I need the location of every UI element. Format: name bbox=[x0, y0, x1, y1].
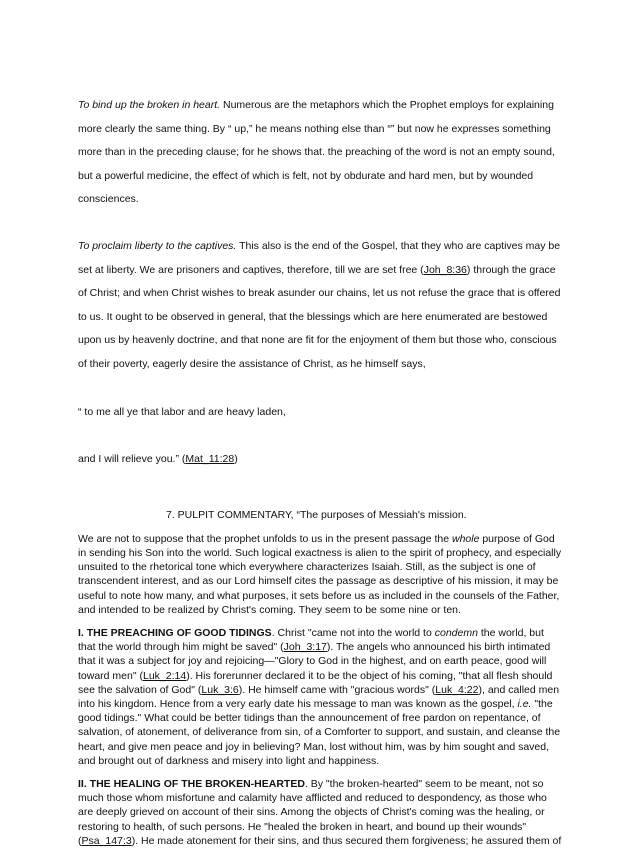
paragraph-intro bbox=[78, 532, 564, 617]
subheading: II. THE HEALING OF THE BROKEN-HEARTED bbox=[78, 777, 305, 790]
paragraph-text: . Christ "came not into the world to bbox=[271, 626, 435, 639]
scripture-link-luk-4-22[interactable]: Luk_4:22 bbox=[435, 683, 479, 696]
emphasis-word: i.e. bbox=[517, 697, 532, 710]
paragraph-text: ) through the grace of Christ; and when Christ wishes to break asunder our chains, let us not refuse the grace that is offered to us. It ought to be observed in general, that the blessings which are here enumerated are bestowed upon us by heavenly doctrine, and that none are fit for the enjoyment of them but those who, conscious of their poverty, eagerly desire the assistance of Christ, as he himself says, bbox=[78, 263, 561, 370]
emphasis-word: condemn bbox=[434, 626, 478, 639]
paragraph-text: ), and called men into his kingdom. Hence from a very early date his message to man was known as the gospel, bbox=[78, 683, 560, 710]
quote-text: and I will relieve you.” ( bbox=[78, 453, 186, 466]
scripture-link-joh-8-36[interactable]: Joh_8:36 bbox=[423, 263, 467, 276]
paragraph-bind-up-broken bbox=[78, 94, 564, 212]
scripture-link-luk-2-14[interactable]: Luk_2:14 bbox=[143, 669, 187, 682]
subheading: I. THE PREACHING OF GOOD TIDINGS bbox=[78, 626, 272, 639]
paragraph-text: . By "the broken-hearted" seem to be meant, not so much those whom misfortune and calamity have afflicted and reduced to despondency, as those who are deeply grieved on account of their sins. Among the objects of Christ's coming was the healing, or restoring to health, of such persons. He "healed the broken in heart, and bound up their wounds" ( bbox=[78, 777, 547, 847]
quote-text: ) bbox=[234, 453, 238, 466]
lead-phrase: To proclaim liberty to the captives. bbox=[78, 239, 237, 252]
paragraph-text: "the good tidings." What could be better tidings than the announcement of free pardon on repentance, of salvation, of atonement, of deliverance from sin, of a Comforter to support, and sustain, and cleanse the heart, and give men peace and joy in believing? Man, lost without him, was by him sought and saved, and brought out of darkness and misery into light and happiness. bbox=[78, 697, 561, 767]
scripture-link-mat-11-28[interactable]: Mat_11:28 bbox=[185, 453, 235, 466]
paragraph-text: the world, but that the world through him might be saved" ( bbox=[78, 626, 544, 654]
quote-line-2 bbox=[78, 448, 564, 472]
paragraph-text: ). He himself came with "gracious words" ( bbox=[238, 683, 436, 696]
paragraph-text: ). He made atonement for their sins, and thus secured them forgiveness; he assured them of bbox=[131, 834, 562, 847]
quote-line-1: “ to me all ye that labor and are heavy laden, bbox=[78, 405, 286, 418]
paragraph-text: ). The angels who announced his birth intimated that it was a subject for joy and rejoicing—"Glory to God in the highest, and on earth peace, good will toward men" ( bbox=[78, 641, 551, 682]
scripture-link-luk-3-6[interactable]: Luk_3:6 bbox=[201, 683, 239, 696]
paragraph-healing bbox=[78, 777, 564, 848]
section-heading: 7. PULPIT COMMENTARY, “The purposes of Messiah's mission. bbox=[166, 508, 467, 521]
document-page bbox=[78, 94, 564, 848]
lead-phrase: To bind up the broken in heart. bbox=[78, 99, 221, 111]
paragraph-text: We are not to suppose that the prophet unfolds to us in the present passage the bbox=[78, 532, 452, 545]
emphasis-word: whole bbox=[451, 532, 480, 545]
paragraph-good-tidings bbox=[78, 626, 564, 768]
paragraph-text: purpose of God in sending his Son into the world. Such logical exactness is alien to the spirit of prophecy, and especially unsuited to the rhetorical tone which everywhere characterizes Isaiah. Still, as the subject is one of transcendent interest, and as our Lord himself cites the passage as descriptive of his mission, it may be useful to note how many, and what purposes, it sets before us as included in the counsels of the Father, and intended to be realized by Christ's coming. They seem to be some nine or ten. bbox=[78, 532, 562, 616]
scripture-link-psa-147-3[interactable]: Psa_147:3 bbox=[81, 834, 132, 847]
paragraph-text: Numerous are the metaphors which the Prophet employs for explaining more clearly the same thing. By “ up,” he means nothing else than “” but now he expresses something more than in the preceding clause; for he shows that. the preaching of the word is not an empty sound, but a powerful medicine, the effect of which is felt, not by obdurate and hard men, but by wounded consciences. bbox=[78, 99, 555, 206]
paragraph-text: This also is the end of the Gospel, that they who are captives may be set at liberty. We are prisoners and captives, therefore, till we are set free ( bbox=[78, 239, 561, 276]
paragraph-text: ). His forerunner declared it to be the object of his coming, "that all flesh should see the salvation of God" ( bbox=[78, 669, 553, 696]
paragraph-proclaim-liberty bbox=[78, 235, 564, 377]
scripture-link-joh-3-17[interactable]: Joh_3:17 bbox=[283, 641, 327, 654]
